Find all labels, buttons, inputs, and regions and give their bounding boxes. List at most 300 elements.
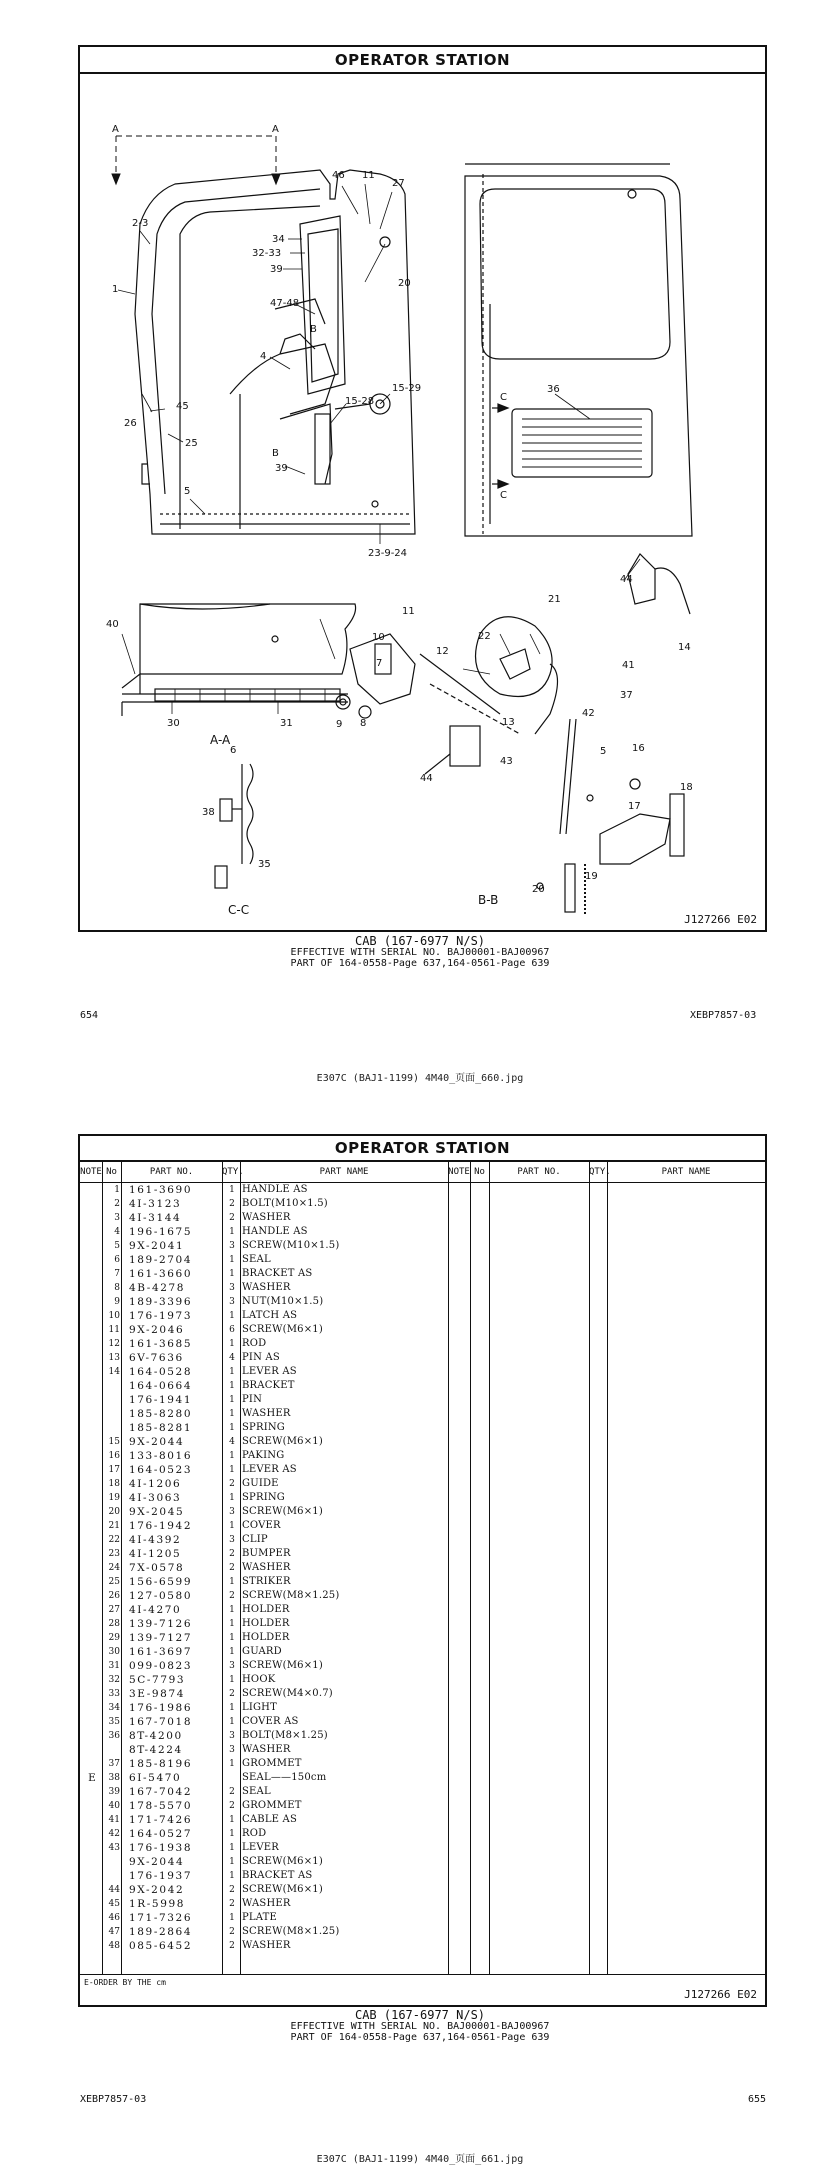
row-quantity: 2 xyxy=(229,1941,235,1951)
header-part-name-right: PART NAME xyxy=(661,1167,711,1177)
label-20b: 20 xyxy=(532,884,545,895)
row-part-number: 164-0664 xyxy=(129,1380,193,1392)
row-part-name: WASHER xyxy=(242,1282,291,1293)
header-part-no-right: PART NO. xyxy=(517,1167,561,1177)
row-quantity: 3 xyxy=(229,1731,235,1741)
row-item-number: 8 xyxy=(114,1283,120,1293)
label-1: 1 xyxy=(112,284,119,295)
table-row xyxy=(80,1505,448,1519)
doc-code-right: XEBP7857-03 xyxy=(690,1010,757,1021)
row-quantity: 1 xyxy=(229,1367,235,1377)
row-part-name: SCREW(M10×1.5) xyxy=(242,1240,340,1251)
row-part-name: LIGHT xyxy=(242,1702,277,1713)
row-part-name: LEVER xyxy=(242,1842,279,1853)
row-part-name: BOLT(M8×1.25) xyxy=(242,1730,328,1741)
row-item-number: 48 xyxy=(108,1941,120,1951)
row-part-number: 7X-0578 xyxy=(129,1562,185,1574)
row-quantity: 3 xyxy=(229,1507,235,1517)
row-part-name: GUARD xyxy=(242,1646,282,1657)
table-row xyxy=(80,1519,448,1533)
row-part-number: 164-0528 xyxy=(129,1366,193,1378)
table-row xyxy=(80,1393,448,1407)
table-row xyxy=(80,1337,448,1351)
row-part-name: COVER xyxy=(242,1520,281,1531)
caption-top-line2: EFFECTIVE WITH SERIAL NO. BAJ00001-BAJ00967 xyxy=(290,947,550,958)
row-part-number: 164-0527 xyxy=(129,1828,193,1840)
row-part-number: 8T-4224 xyxy=(129,1744,183,1756)
row-quantity: 1 xyxy=(229,1269,235,1279)
row-item-number: 34 xyxy=(108,1703,120,1713)
header-qty-right: QTY. xyxy=(589,1167,611,1177)
row-part-number: 189-3396 xyxy=(129,1296,193,1308)
row-part-number: 171-7326 xyxy=(129,1912,193,1924)
row-part-name: BOLT(M10×1.5) xyxy=(242,1198,328,1209)
row-item-number: 47 xyxy=(108,1927,120,1937)
row-part-name: SEAL xyxy=(242,1786,271,1797)
row-part-number: 099-0823 xyxy=(129,1660,193,1672)
row-quantity: 1 xyxy=(229,1675,235,1685)
row-item-number: 38 xyxy=(108,1773,120,1783)
table-row xyxy=(80,1225,448,1239)
row-part-number: 9X-2041 xyxy=(129,1240,185,1252)
table-row xyxy=(80,1659,448,1673)
row-quantity: 1 xyxy=(229,1395,235,1405)
row-quantity: 3 xyxy=(229,1297,235,1307)
caption-bottom xyxy=(0,2010,840,2043)
row-part-number: 176-1941 xyxy=(129,1394,193,1406)
label-19: 19 xyxy=(585,871,598,882)
row-quantity: 1 xyxy=(229,1577,235,1587)
row-part-number: 185-8280 xyxy=(129,1408,193,1420)
table-row xyxy=(80,1197,448,1211)
row-part-number: 176-1942 xyxy=(129,1520,193,1532)
row-part-number: 4I-3123 xyxy=(129,1198,182,1210)
label-37: 37 xyxy=(620,690,633,701)
row-item-number: 36 xyxy=(108,1731,120,1741)
label-7: 7 xyxy=(376,658,383,669)
row-part-name: SCREW(M6×1) xyxy=(242,1324,323,1335)
row-quantity: 3 xyxy=(229,1283,235,1293)
row-quantity: 3 xyxy=(229,1241,235,1251)
label-40: 40 xyxy=(106,619,119,630)
label-14: 14 xyxy=(678,642,691,653)
table-row xyxy=(80,1799,448,1813)
row-part-number: 161-3690 xyxy=(129,1184,193,1196)
table-row xyxy=(80,1785,448,1799)
row-part-number: 5C-7793 xyxy=(129,1674,186,1686)
row-note: E xyxy=(88,1772,96,1784)
label-b-bottom: B xyxy=(272,448,279,459)
row-part-name: GROMMET xyxy=(242,1758,302,1769)
row-quantity: 1 xyxy=(229,1185,235,1195)
row-quantity: 2 xyxy=(229,1213,235,1223)
row-part-number: 161-3697 xyxy=(129,1646,193,1658)
row-part-name: SCREW(M6×1) xyxy=(242,1660,323,1671)
diagram-reference: J127266 E02 xyxy=(684,913,757,926)
label-8: 8 xyxy=(360,718,367,729)
row-quantity: 1 xyxy=(229,1451,235,1461)
row-item-number: 23 xyxy=(108,1549,120,1559)
row-item-number: 32 xyxy=(108,1675,120,1685)
row-item-number: 29 xyxy=(108,1633,120,1643)
row-part-name: PIN xyxy=(242,1394,263,1405)
row-part-number: 9X-2044 xyxy=(129,1436,185,1448)
diagram-title: OPERATOR STATION xyxy=(334,51,511,69)
row-part-number: 189-2864 xyxy=(129,1926,193,1938)
row-part-number: 178-5570 xyxy=(129,1800,193,1812)
row-quantity: 3 xyxy=(229,1535,235,1545)
row-item-number: 4 xyxy=(114,1227,120,1237)
label-12: 12 xyxy=(436,646,449,657)
label-2-3: 2-3 xyxy=(132,218,149,229)
label-11: 11 xyxy=(362,170,375,181)
row-part-number: 139-7126 xyxy=(129,1618,193,1630)
section-cc-view xyxy=(215,764,253,888)
row-part-number: 6I-5470 xyxy=(129,1772,182,1784)
row-part-number: 4I-1205 xyxy=(129,1548,182,1560)
label-11b: 11 xyxy=(402,606,415,617)
doc-code-left: XEBP7857-03 xyxy=(80,2094,147,2105)
row-quantity: 1 xyxy=(229,1843,235,1853)
row-item-number: 25 xyxy=(108,1577,120,1587)
row-quantity: 2 xyxy=(229,1479,235,1489)
row-part-name: GUIDE xyxy=(242,1478,279,1489)
row-item-number: 44 xyxy=(108,1885,120,1895)
row-part-name: HOLDER xyxy=(242,1632,290,1643)
label-31: 31 xyxy=(280,718,293,729)
table-title: OPERATOR STATION xyxy=(334,1139,511,1157)
table-row xyxy=(80,1687,448,1701)
row-quantity: 1 xyxy=(229,1703,235,1713)
header-qty: QTY. xyxy=(222,1167,244,1177)
row-item-number: 46 xyxy=(108,1913,120,1923)
row-quantity: 2 xyxy=(229,1899,235,1909)
row-quantity: 1 xyxy=(229,1759,235,1769)
table-row xyxy=(80,1673,448,1687)
label-47-48: 47-48 xyxy=(270,298,300,309)
row-quantity: 1 xyxy=(229,1423,235,1433)
row-item-number: 40 xyxy=(108,1801,120,1811)
row-quantity: 1 xyxy=(229,1633,235,1643)
row-part-name: HOOK xyxy=(242,1674,276,1685)
table-row xyxy=(80,1631,448,1645)
label-32-33: 32-33 xyxy=(252,248,282,259)
row-part-name: PLATE xyxy=(242,1912,278,1923)
row-part-number: 9X-2044 xyxy=(129,1856,185,1868)
row-part-number: 171-7426 xyxy=(129,1814,193,1826)
table-reference: J127266 E02 xyxy=(684,1988,757,2001)
row-part-name: SCREW(M4×0.7) xyxy=(242,1688,333,1699)
table-row xyxy=(80,1589,448,1603)
table-row xyxy=(80,1645,448,1659)
row-quantity: 1 xyxy=(229,1521,235,1531)
table-row xyxy=(80,1547,448,1561)
table-row xyxy=(80,1449,448,1463)
row-part-name: WASHER xyxy=(242,1408,291,1419)
row-part-number: 167-7018 xyxy=(129,1716,193,1728)
label-9: 9 xyxy=(336,719,343,730)
caption-bottom-line2: EFFECTIVE WITH SERIAL NO. BAJ00001-BAJ00967 xyxy=(290,2021,550,2032)
table-row xyxy=(80,1561,448,1575)
row-item-number: 37 xyxy=(108,1759,120,1769)
row-item-number: 28 xyxy=(108,1619,120,1629)
row-part-name: HOLDER xyxy=(242,1604,290,1615)
row-item-number: 45 xyxy=(108,1899,120,1909)
row-quantity: 1 xyxy=(229,1255,235,1265)
header-no: No xyxy=(106,1167,117,1177)
row-part-number: 9X-2045 xyxy=(129,1506,185,1518)
label-15-28: 15-28 xyxy=(345,396,375,407)
row-quantity: 2 xyxy=(229,1689,235,1699)
page-number-right: 655 xyxy=(748,2094,767,2105)
row-item-number: 35 xyxy=(108,1717,120,1727)
label-17: 17 xyxy=(628,801,641,812)
label-34: 34 xyxy=(272,234,285,245)
label-a-left: A xyxy=(112,124,119,135)
label-16: 16 xyxy=(632,743,645,754)
table-row xyxy=(80,1757,448,1771)
diagram-frame xyxy=(78,45,767,932)
table-row xyxy=(80,1883,448,1897)
label-c-bottom: C xyxy=(500,490,507,501)
row-part-name: WASHER xyxy=(242,1898,291,1909)
label-41: 41 xyxy=(622,660,635,671)
label-c-top: C xyxy=(500,392,507,403)
row-quantity: 1 xyxy=(229,1857,235,1867)
label-38: 38 xyxy=(202,807,215,818)
row-item-number: 9 xyxy=(114,1297,120,1307)
table-row xyxy=(80,1435,448,1449)
parts-table xyxy=(80,1162,765,1976)
row-quantity: 1 xyxy=(229,1871,235,1881)
row-quantity: 4 xyxy=(229,1353,235,1363)
row-part-name: LEVER AS xyxy=(242,1366,297,1377)
row-item-number: 33 xyxy=(108,1689,120,1699)
row-quantity: 2 xyxy=(229,1801,235,1811)
row-item-number: 10 xyxy=(108,1311,120,1321)
parts-table-frame xyxy=(78,1134,767,2007)
table-row xyxy=(80,1841,448,1855)
row-quantity: 6 xyxy=(229,1325,235,1335)
table-row xyxy=(80,1267,448,1281)
label-section-cc: C-C xyxy=(228,903,250,917)
row-part-number: 6V-7636 xyxy=(129,1352,184,1364)
row-part-name: WASHER xyxy=(242,1744,291,1755)
table-row xyxy=(80,1701,448,1715)
label-15-29: 15-29 xyxy=(392,383,422,394)
table-row xyxy=(80,1239,448,1253)
row-part-number: 161-3685 xyxy=(129,1338,193,1350)
label-23-9-24: 23-9-24 xyxy=(368,548,408,559)
row-part-number: 127-0580 xyxy=(129,1590,193,1602)
row-item-number: 3 xyxy=(114,1213,120,1223)
cab-side-view xyxy=(135,170,415,534)
label-5: 5 xyxy=(184,486,191,497)
table-row xyxy=(80,1211,448,1225)
row-quantity: 1 xyxy=(229,1619,235,1629)
row-quantity: 2 xyxy=(229,1885,235,1895)
row-quantity: 4 xyxy=(229,1437,235,1447)
row-part-name: WASHER xyxy=(242,1562,291,1573)
row-item-number: 7 xyxy=(114,1269,120,1279)
row-part-number: 189-2704 xyxy=(129,1254,193,1266)
table-row xyxy=(80,1281,448,1295)
row-part-number: 085-6452 xyxy=(129,1940,193,1952)
table-row xyxy=(80,1183,448,1197)
label-section-aa: A-A xyxy=(210,733,231,747)
exploded-view-drawing xyxy=(80,74,765,932)
table-row xyxy=(80,1533,448,1547)
table-row xyxy=(80,1463,448,1477)
row-quantity: 2 xyxy=(229,1927,235,1937)
row-quantity: 1 xyxy=(229,1647,235,1657)
row-item-number: 20 xyxy=(108,1507,120,1517)
row-part-number: 4B-4278 xyxy=(129,1282,186,1294)
label-44b: 44 xyxy=(420,773,433,784)
row-quantity: 1 xyxy=(229,1227,235,1237)
row-quantity: 2 xyxy=(229,1549,235,1559)
row-quantity: 1 xyxy=(229,1409,235,1419)
row-part-number: 176-1973 xyxy=(129,1310,193,1322)
row-part-number: 167-7042 xyxy=(129,1786,193,1798)
row-quantity: 2 xyxy=(229,1591,235,1601)
label-30: 30 xyxy=(167,718,180,729)
page-number-left: 654 xyxy=(80,1010,99,1021)
label-42: 42 xyxy=(582,708,595,719)
row-part-name: BRACKET AS xyxy=(242,1268,313,1279)
label-4: 4 xyxy=(260,351,267,362)
row-part-name: PIN AS xyxy=(242,1352,280,1363)
row-part-name: LEVER AS xyxy=(242,1464,297,1475)
row-part-number: 1R-5998 xyxy=(129,1898,186,1910)
row-part-name: HANDLE AS xyxy=(242,1184,308,1195)
table-row xyxy=(80,1813,448,1827)
row-item-number: 22 xyxy=(108,1535,120,1545)
table-footnote: E-ORDER BY THE cm xyxy=(84,1978,166,1987)
table-row xyxy=(80,1911,448,1925)
row-item-number: 15 xyxy=(108,1437,120,1447)
label-45: 45 xyxy=(176,401,189,412)
row-part-number: 4I-3144 xyxy=(129,1212,182,1224)
row-item-number: 43 xyxy=(108,1843,120,1853)
label-21: 21 xyxy=(548,594,561,605)
caption-top-line3: PART OF 164-0558-Page 637,164-0561-Page 639 xyxy=(290,958,550,969)
row-part-number: 8T-4200 xyxy=(129,1730,183,1742)
table-row xyxy=(80,1295,448,1309)
row-part-name: WASHER xyxy=(242,1940,291,1951)
caption-top-line1: CAB (167-6977 N/S) xyxy=(354,934,486,948)
row-quantity: 1 xyxy=(229,1717,235,1727)
section-arrows-a xyxy=(112,136,280,186)
row-quantity: 2 xyxy=(229,1199,235,1209)
row-part-name: BRACKET AS xyxy=(242,1870,313,1881)
label-13: 13 xyxy=(502,717,515,728)
label-25: 25 xyxy=(185,438,198,449)
row-part-name: SCREW(M6×1) xyxy=(242,1506,323,1517)
table-row xyxy=(80,1939,448,1953)
row-part-name: BUMPER xyxy=(242,1548,291,1559)
row-item-number: 26 xyxy=(108,1591,120,1601)
table-row xyxy=(80,1379,448,1393)
label-22: 22 xyxy=(478,631,491,642)
row-part-name: GROMMET xyxy=(242,1800,302,1811)
row-part-name: COVER AS xyxy=(242,1716,299,1727)
table-row xyxy=(80,1421,448,1435)
table-row xyxy=(80,1575,448,1589)
label-18: 18 xyxy=(680,782,693,793)
row-part-number: 176-1937 xyxy=(129,1870,193,1882)
row-item-number: 39 xyxy=(108,1787,120,1797)
row-quantity: 1 xyxy=(229,1493,235,1503)
table-row xyxy=(80,1351,448,1365)
label-a-right: A xyxy=(272,124,279,135)
row-item-number: 6 xyxy=(114,1255,120,1265)
row-item-number: 13 xyxy=(108,1353,120,1363)
row-item-number: 5 xyxy=(114,1241,120,1251)
label-39: 39 xyxy=(270,264,283,275)
row-part-number: 176-1986 xyxy=(129,1702,193,1714)
row-quantity: 3 xyxy=(229,1661,235,1671)
table-row xyxy=(80,1729,448,1743)
row-part-number: 9X-2046 xyxy=(129,1324,185,1336)
table-row xyxy=(80,1253,448,1267)
row-part-number: 196-1675 xyxy=(129,1226,193,1238)
row-quantity: 1 xyxy=(229,1311,235,1321)
row-part-number: 4I-4270 xyxy=(129,1604,182,1616)
row-quantity: 1 xyxy=(229,1829,235,1839)
row-item-number: 16 xyxy=(108,1451,120,1461)
filename-top: E307C (BAJ1-1199) 4M40_页面_660.jpg xyxy=(316,1073,524,1084)
label-section-bb: B-B xyxy=(478,893,499,907)
row-part-number: 161-3660 xyxy=(129,1268,193,1280)
row-part-number: 185-8196 xyxy=(129,1758,193,1770)
row-item-number: 11 xyxy=(108,1325,120,1335)
row-item-number: 17 xyxy=(108,1465,120,1475)
caption-bottom-line3: PART OF 164-0558-Page 637,164-0561-Page 639 xyxy=(290,2032,550,2043)
row-part-number: 176-1938 xyxy=(129,1842,193,1854)
row-part-name: CABLE AS xyxy=(242,1814,298,1825)
table-row xyxy=(80,1477,448,1491)
row-quantity: 2 xyxy=(229,1787,235,1797)
row-part-name: ROD xyxy=(242,1828,267,1839)
label-10: 10 xyxy=(372,632,385,643)
label-6: 6 xyxy=(230,745,237,756)
row-item-number: 24 xyxy=(108,1563,120,1573)
label-39b: 39 xyxy=(275,463,288,474)
cab-rear-view xyxy=(465,164,692,536)
table-row xyxy=(80,1869,448,1883)
header-no-right: No xyxy=(474,1167,485,1177)
table-row xyxy=(80,1743,448,1757)
label-27: 27 xyxy=(392,178,405,189)
row-quantity: 1 xyxy=(229,1605,235,1615)
table-row xyxy=(80,1491,448,1505)
table-row xyxy=(80,1603,448,1617)
caption-bottom-line1: CAB (167-6977 N/S) xyxy=(354,2008,486,2022)
table-row xyxy=(80,1715,448,1729)
row-part-name: PAKING xyxy=(242,1450,285,1461)
caption-top xyxy=(0,936,840,969)
row-part-name: LATCH AS xyxy=(242,1310,298,1321)
row-quantity: 1 xyxy=(229,1815,235,1825)
header-note: NOTE xyxy=(80,1167,102,1177)
row-quantity: 1 xyxy=(229,1913,235,1923)
row-part-name: STRIKER xyxy=(242,1576,291,1587)
row-part-name: SCREW(M8×1.25) xyxy=(242,1590,340,1601)
label-36: 36 xyxy=(547,384,560,395)
row-part-name: NUT(M10×1.5) xyxy=(242,1296,324,1307)
row-part-number: 4I-1206 xyxy=(129,1478,182,1490)
